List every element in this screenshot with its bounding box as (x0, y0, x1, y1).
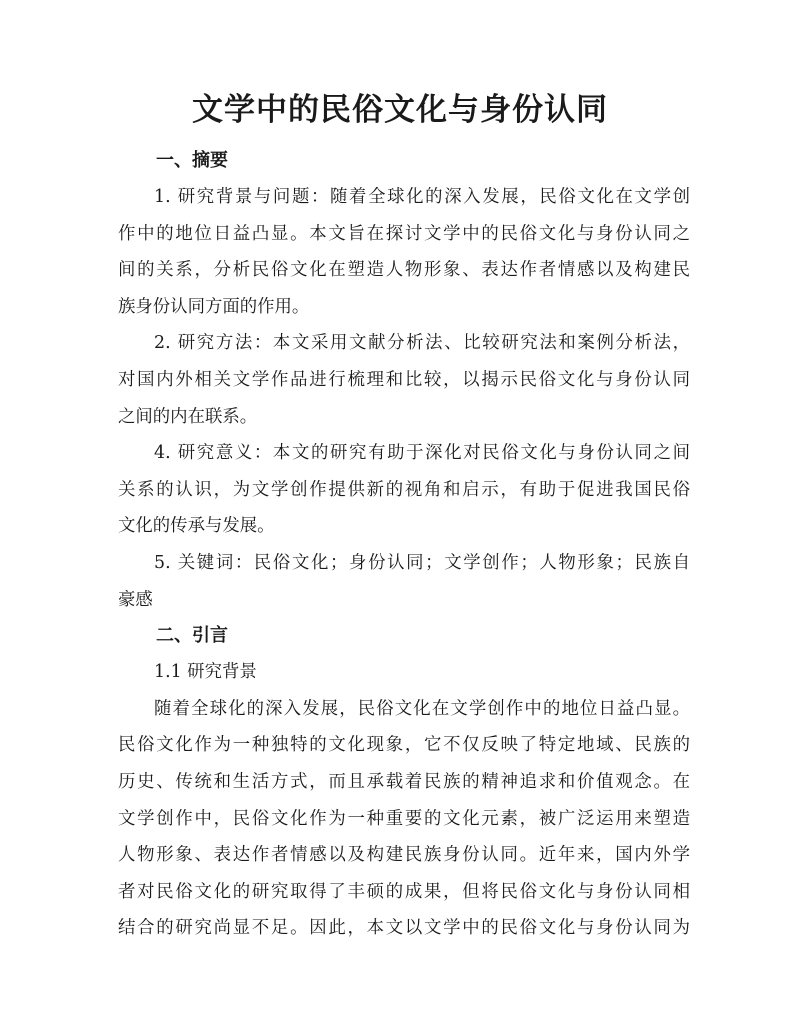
abstract-item-significance (118, 435, 690, 545)
text-line: 文学创作中，民俗文化作为一种重要的文化元素，被广泛运用来塑造 (118, 808, 690, 829)
text-line: 随着全球化的深入发展，民俗文化在文学创作中的地位日益凸显。 (154, 698, 690, 719)
text-line: 2. 研究方法：本文采用文献分析法、比较研究法和案例分析法， (154, 333, 690, 354)
text-line: 民俗文化作为一种独特的文化现象，它不仅反映了特定地域、民族的 (118, 735, 690, 756)
text-line: 4. 研究意义：本文的研究有助于深化对民俗文化与身份认同之间 (154, 443, 690, 464)
text-line: 关系的认识，为文学创作提供新的视角和启示，有助于促进我国民俗 (118, 479, 690, 500)
section-heading-abstract: 一、摘要 (156, 150, 228, 171)
document-body (118, 143, 690, 947)
text-line: 间的关系，分析民俗文化在塑造人物形象、表达作者情感以及构建民 (118, 260, 690, 281)
text-line: 族身份认同方面的作用。 (118, 296, 310, 317)
text-line: 历史、传统和生活方式，而且承载着民族的精神追求和价值观念。在 (118, 771, 690, 792)
text-line: 人物形象、表达作者情感以及构建民族身份认同。近年来，国内外学 (118, 845, 690, 866)
text-line: 之间的内在联系。 (118, 406, 258, 427)
text-line: 作中的地位日益凸显。本文旨在探讨文学中的民俗文化与身份认同之 (118, 223, 690, 244)
introduction-paragraph (118, 691, 690, 947)
document-title: 文学中的民俗文化与身份认同 (192, 92, 608, 128)
abstract-item-methods (118, 325, 690, 435)
text-line: 豪感 (118, 589, 153, 610)
abstract-item-keywords (118, 545, 690, 618)
text-line: 1. 研究背景与问题：随着全球化的深入发展，民俗文化在文学创 (154, 187, 690, 207)
text-line: 结合的研究尚显不足。因此，本文以文学中的民俗文化与身份认同为 (118, 918, 690, 939)
section-heading-introduction: 二、引言 (156, 625, 228, 647)
text-line: 者对民俗文化的研究取得了丰硕的成果，但将民俗文化与身份认同相 (118, 881, 690, 902)
text-line: 对国内外相关文学作品进行梳理和比较，以揭示民俗文化与身份认同 (118, 369, 690, 390)
subsection-heading-background: 1.1 研究背景 (154, 662, 257, 683)
text-line: 5. 关键词：民俗文化；身份认同；文学创作；人物形象；民族自 (154, 552, 690, 573)
abstract-item-background (118, 179, 690, 325)
text-line: 文化的传承与发展。 (118, 516, 275, 537)
